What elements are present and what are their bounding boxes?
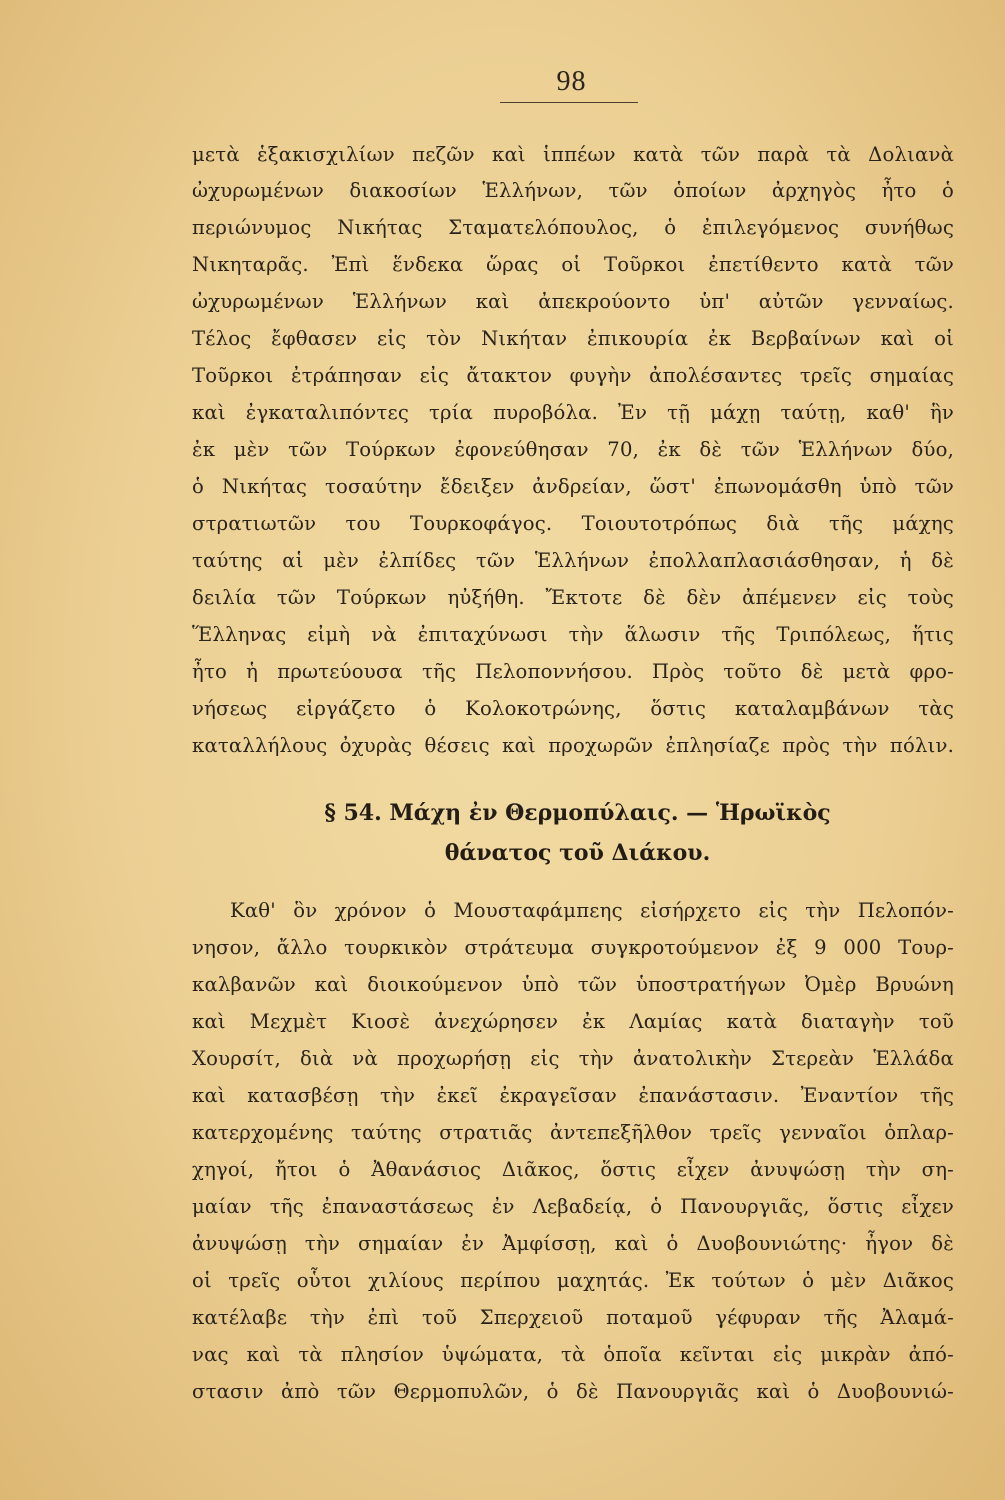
text-line: χηγοί, ἤτοι ὁ Ἀθανάσιος Διᾶκος, ὅστις εἶχεν ἀνυψώσῃ τὴν ση- [192, 1158, 954, 1181]
text-line: κατέλαβε τὴν ἐπὶ τοῦ Σπερχειοῦ ποταμοῦ γέφυραν τῆς Ἀλαμά- [192, 1306, 954, 1329]
text-line: ἀνυψώσῃ τὴν σημαίαν ἐν Ἀμφίσσῃ, καὶ ὁ Δυοβουνιώτης· ἦγον δὲ [192, 1232, 954, 1255]
text-line: Νικηταρᾶς. Ἐπὶ ἕνδεκα ὥρας οἱ Τοῦρκοι ἐπετίθεντο κατὰ τῶν [192, 253, 954, 276]
text-line: νας καὶ τὰ πλησίον ὑψώματα, τὰ ὁποῖα κεῖνται εἰς μικρὰν ἀπό- [192, 1343, 954, 1366]
text-line: καὶ Μεχμὲτ Κιοσὲ ἀνεχώρησεν ἐκ Λαμίας κατὰ διαταγὴν τοῦ [192, 1010, 954, 1033]
section-heading-line-1: § 54. Μάχη ἐν Θερμοπύλαις. — Ἡρωϊκὸς [324, 800, 831, 826]
text-line: στρατιωτῶν του Τουρκοφάγος. Τοιουτοτρόπως διὰ τῆς μάχης [192, 512, 954, 535]
text-line: καταλλήλους ὀχυρὰς θέσεις καὶ προχωρῶν ἐπλησίαζε πρὸς τὴν πόλιν. [192, 734, 954, 757]
section-heading-line-2: θάνατος τοῦ Διάκου. [444, 840, 711, 866]
text-line: μετὰ ἑξακισχιλίων πεζῶν καὶ ἱππέων κατὰ τῶν παρὰ τὰ Δολιανὰ [192, 143, 954, 166]
text-line: νήσεως εἰργάζετο ὁ Κολοκοτρώνης, ὅστις καταλαμβάνων τὰς [192, 697, 954, 720]
page-number: 98 [556, 66, 587, 97]
text-line: στασιν ἀπὸ τῶν Θερμοπυλῶν, ὁ δὲ Πανουργιᾶς καὶ ὁ Δυοβουνιώ- [192, 1380, 954, 1403]
text-line: οἱ τρεῖς οὗτοι χιλίους περίπου μαχητάς. Ἐκ τούτων ὁ μὲν Διᾶκος [192, 1269, 954, 1292]
text-line: καλβανῶν καὶ διοικούμενον ὑπὸ τῶν ὑποστρατήγων Ὀμὲρ Βρυώνη [192, 973, 954, 996]
text-line: περιώνυμος Νικήτας Σταματελόπουλος, ὁ ἐπιλεγόμενος συνήθως [192, 216, 954, 239]
text-line: ὠχυρωμένων διακοσίων Ἑλλήνων, τῶν ὁποίων ἀρχηγὸς ἦτο ὁ [192, 179, 954, 202]
text-line: ἦτο ἡ πρωτεύουσα τῆς Πελοποννήσου. Πρὸς τοῦτο δὲ μετὰ φρο- [192, 660, 954, 683]
text-line: νησον, ἄλλο τουρκικὸν στράτευμα συγκροτούμενον ἐξ 9 000 Τουρ- [192, 936, 954, 959]
text-line: δειλία τῶν Τούρκων ηὐξήθη. Ἔκτοτε δὲ δὲν ἀπέμενεν εἰς τοὺς [192, 586, 954, 609]
text-line: καὶ ἐγκαταλιπόντες τρία πυροβόλα. Ἐν τῇ μάχῃ ταύτῃ, καθ' ἣν [192, 401, 954, 424]
text-line: Χουρσίτ, διὰ νὰ προχωρήσῃ εἰς τὴν ἀνατολικὴν Στερεὰν Ἑλλάδα [192, 1047, 954, 1070]
text-line: Τοῦρκοι ἐτράπησαν εἰς ἄτακτον φυγὴν ἀπολέσαντες τρεῖς σημαίας [192, 364, 954, 387]
text-line: καὶ κατασβέσῃ τὴν ἐκεῖ ἐκραγεῖσαν ἐπανάστασιν. Ἐναντίον τῆς [192, 1084, 954, 1107]
text-line: ὁ Νικήτας τοσαύτην ἔδειξεν ἀνδρείαν, ὥστ' ἐπωνομάσθη ὑπὸ τῶν [192, 475, 954, 498]
text-line: κατερχομένης ταύτης στρατιᾶς ἀντεπεξῆλθον τρεῖς γενναῖοι ὁπλαρ- [192, 1121, 954, 1144]
text-line: ὠχυρωμένων Ἑλλήνων καὶ ἀπεκρούοντο ὑπ' αὐτῶν γενναίως. [192, 290, 954, 313]
text-line: Καθ' ὃν χρόνον ὁ Μουσταφάμπεης εἰσήρχετο εἰς τὴν Πελοπόν- [230, 899, 954, 922]
text-line: ἐκ μὲν τῶν Τούρκων ἐφονεύθησαν 70, ἐκ δὲ τῶν Ἑλλήνων δύο, [192, 438, 954, 461]
text-line: ταύτης αἱ μὲν ἐλπίδες τῶν Ἑλλήνων ἐπολλαπλασιάσθησαν, ἡ δὲ [192, 549, 954, 572]
page-number-rule [500, 102, 638, 103]
text-line: Τέλος ἔφθασεν εἰς τὸν Νικήταν ἐπικουρία ἐκ Βερβαίνων καὶ οἱ [192, 327, 954, 350]
text-line: μαίαν τῆς ἐπαναστάσεως ἐν Λεβαδείᾳ, ὁ Πανουργιᾶς, ὅστις εἶχεν [192, 1195, 954, 1218]
text-line: Ἕλληνας εἰμὴ νὰ ἐπιταχύνωσι τὴν ἅλωσιν τῆς Τριπόλεως, ἥτις [192, 623, 954, 646]
